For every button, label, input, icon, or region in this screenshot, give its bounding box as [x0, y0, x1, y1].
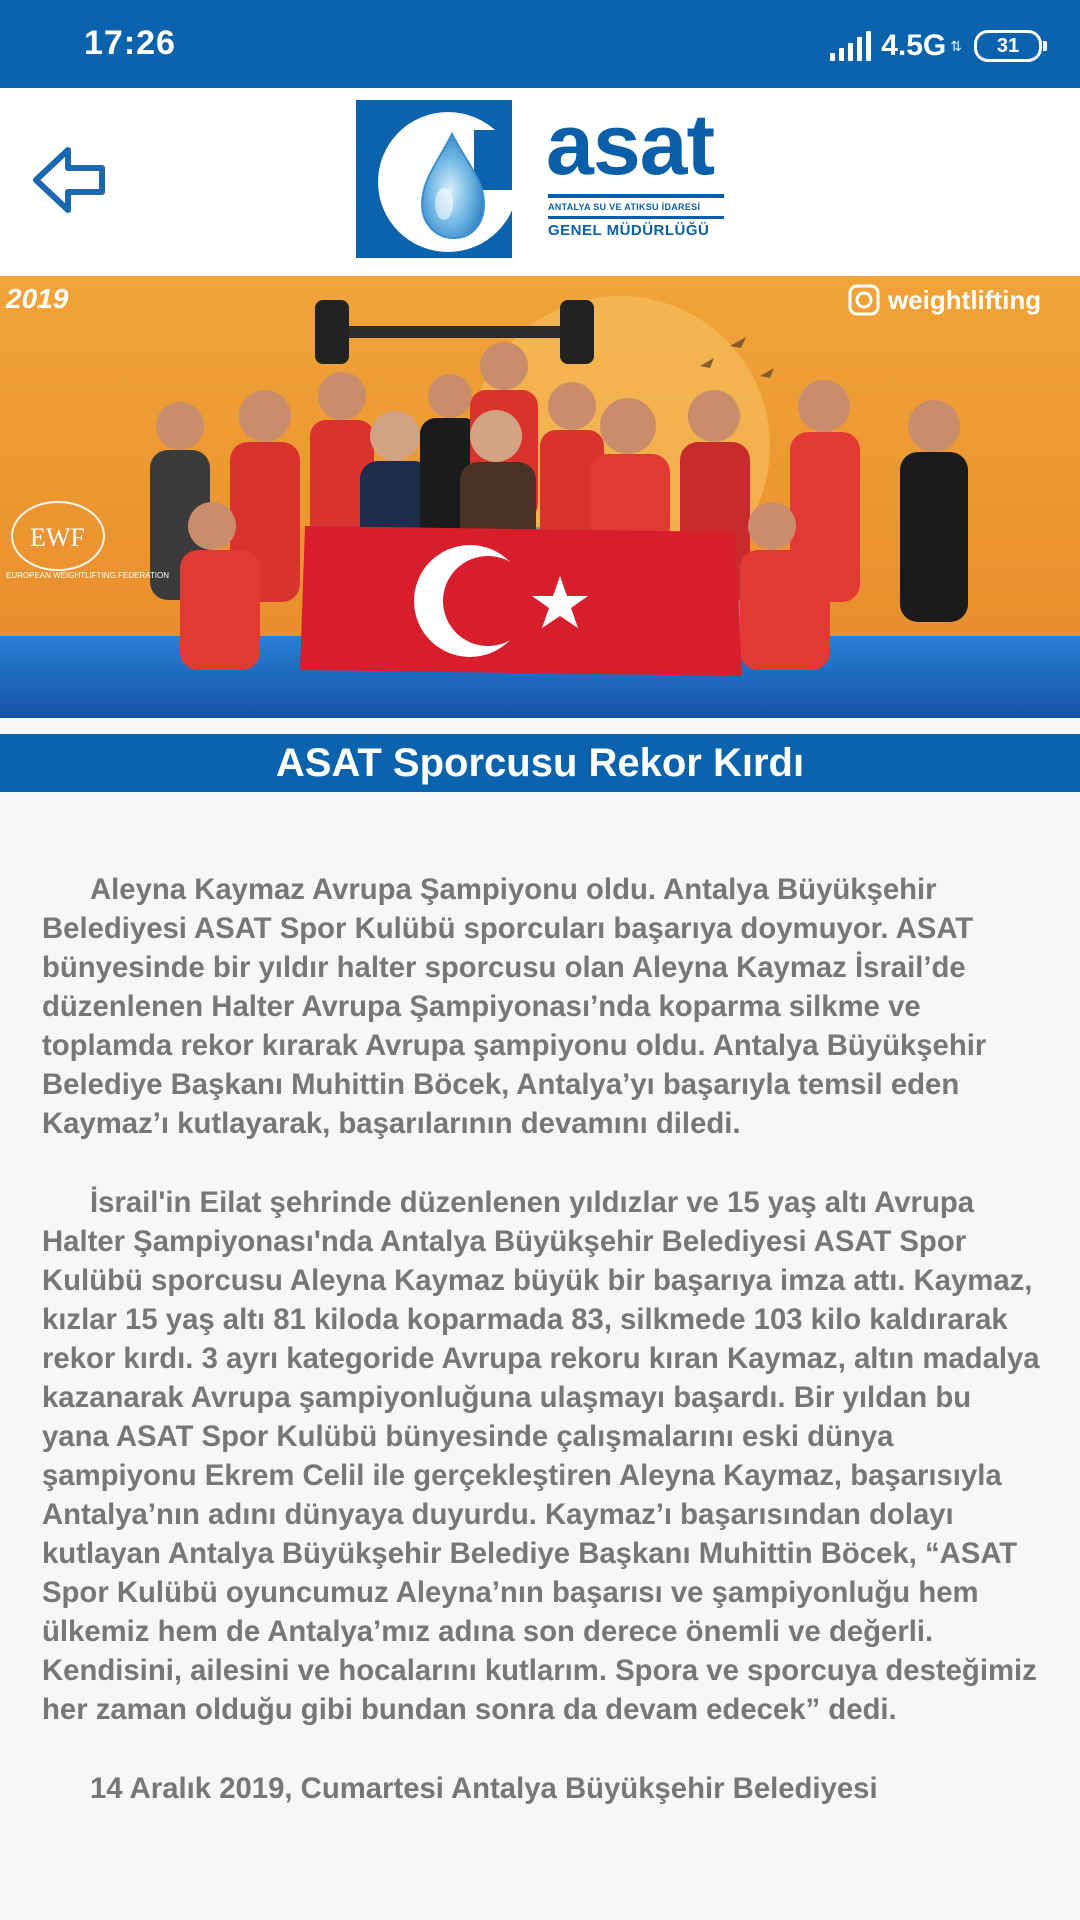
status-bar: [0, 0, 1080, 88]
logo-title: asat: [546, 97, 715, 193]
water-drop-logo-mark: [356, 100, 512, 258]
status-indicators: [830, 26, 1042, 66]
signal-icon: [830, 31, 871, 61]
article-paragraph-1: Aleyna Kaymaz Avrupa Şampiyonu oldu. Antalya Büyükşehir Belediyesi ASAT Spor Kulübü sporcuları başarıya doymuyor. ASAT bünyesinde bir yıldır halter sporcusu olan Aleyna Kaymaz İsrail’de düzenlenen Halter Avrupa Şampiyonası’nda koparma silkme ve toplamda rekor kırarak Avrupa şampiyonu oldu. Antalya Büyükşehir Belediye Başkanı Muhittin Böcek, Antalya’yı başarıyla temsil eden Kaymaz’ı kutlayarak, başarılarının devamını diledi.: [42, 873, 987, 1140]
network-type: 4.5G: [881, 29, 947, 62]
battery-icon: [974, 30, 1042, 62]
arrow-left-icon: [28, 138, 112, 222]
app-header: [0, 88, 1080, 276]
data-transfer-icon: ⇅: [950, 37, 962, 54]
back-button[interactable]: [28, 138, 112, 222]
article-body: [42, 870, 1042, 1848]
article-paragraph-2: İsrail'in Eilat şehrinde düzenlenen yıldızlar ve 15 yaş altı Avrupa Halter Şampiyonası'nda Antalya Büyükşehir Belediyesi ASAT Spor Kulübü sporcusu Aleyna Kaymaz büyük bir başarıya imza attı. Kaymaz, kızlar 15 yaş altı 81 kiloda koparmada 83, silkmede 103 kilo kaldırarak rekor kırdı. 3 ayrı kategoride Avrupa rekoru kıran Kaymaz, altın madalya kazanarak Avrupa şampiyonluğuna ulaşmayı başardı. Bir yıldan bu yana ASAT Spor Kulübü bünyesinde çalışmalarını eski dünya şampiyonu Ekrem Celil ile gerçekleştiren Aleyna Kaymaz, başarısıyla Antalya’nın adını dünyaya duyurdu. Kaymaz’ı başarısından dolayı kutlayan Antalya Büyükşehir Belediye Başkanı Muhittin Böcek, “ASAT Spor Kulübü oyuncumuz Aleyna’nın başarısı ve şampiyonluğu hem ülkemiz hem de Antalya’mız adına son derece önemli ve değerli. Kendisini, ailesini ve hocalarını kutlarım. Spora ve sporcuya desteğimiz her zaman olduğu gibi bundan sonra da devam edecek” dedi.: [42, 1186, 1040, 1726]
news-photo: [0, 276, 1080, 718]
battery-level: 31: [996, 34, 1020, 57]
article-title: ASAT Sporcusu Rekor Kırdı: [275, 740, 805, 785]
hero-year-label: 2019: [6, 283, 69, 314]
ewf-label: EWF: [30, 523, 85, 552]
article-footer-date: 14 Aralık 2019, Cumartesi Antalya Büyükşehir Belediyesi: [90, 1772, 878, 1805]
article-title-bar: [0, 734, 1080, 792]
logo-subtitle-line2: GENEL MÜDÜRLÜĞÜ: [548, 222, 710, 239]
status-time: 17:26: [84, 24, 176, 62]
turkish-flag: [300, 526, 742, 676]
logo-subtitle-line1: ANTALYA SU VE ATIKSU İDARESİ: [548, 202, 701, 212]
ewf-caption: EUROPEAN WEIGHTLIFTING FEDERATION: [6, 571, 169, 580]
asat-logo: [356, 97, 730, 258]
hero-watermark: weightlifting: [888, 285, 1042, 315]
